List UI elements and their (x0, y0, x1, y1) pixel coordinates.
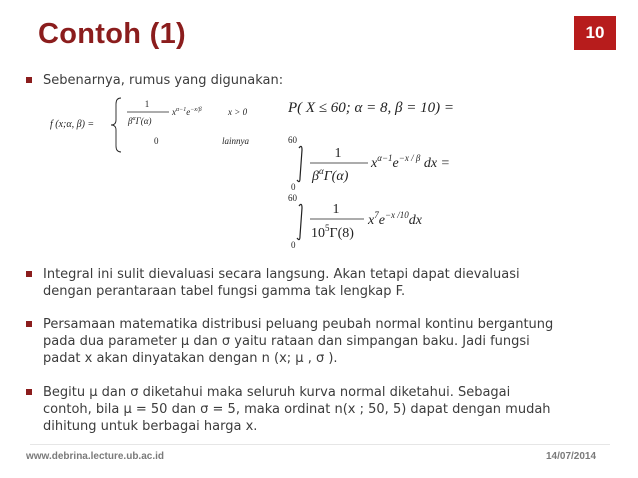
pdf-condition-2: lainnya (222, 136, 249, 146)
slide-number-badge: 10 (574, 16, 616, 50)
bullet-square-icon (26, 321, 32, 327)
integral-1-integrand: $x^{\alpha-1}e^{-x / \beta}$ dx = (371, 153, 450, 171)
footer-divider (30, 444, 610, 445)
integral-1-lower: 0 (291, 182, 296, 192)
bullet-line: Begitu μ dan σ diketahui maka seluruh kurva normal diketahui. Sebagai (43, 385, 511, 400)
probability-line-1: P( X ≤ 60; α = 8, β = 10) = (288, 100, 455, 116)
bullet-square-icon (26, 389, 32, 395)
bullet-square-icon (26, 271, 32, 277)
pdf-value-2: 0 (154, 136, 159, 146)
bullet-line: dihitung untuk berbagai harga x. (43, 419, 258, 434)
bullet-square-icon (26, 77, 32, 83)
bullet-item-2 (26, 266, 520, 300)
integral-1-denominator: $\beta^\alpha\Gamma(\alpha)$ (312, 166, 349, 184)
bullet-line: pada dua parameter μ dan σ yaitu rataan dan simpangan baku. Jadi fungsi (43, 334, 530, 349)
bullet-line: padat x akan dinyatakan dengan n (x; μ , σ ). (43, 351, 338, 366)
pdf-condition-1: x > 0 (228, 107, 248, 117)
bullet-item-4 (26, 384, 551, 435)
integral-2-numerator: 1 (332, 202, 340, 217)
bullet-line: Integral ini sulit dievaluasi secara langsung. Akan tetapi dapat dievaluasi (43, 267, 520, 282)
integral-1-numerator: 1 (334, 146, 342, 161)
integral-2-sign (297, 204, 302, 239)
bullet-item-3 (26, 316, 553, 367)
pdf-term: $x^{\alpha-1}e^{-x/\beta}$ (172, 107, 202, 117)
integral-1-upper: 60 (288, 135, 297, 145)
footer-date: 14/07/2014 (546, 451, 597, 462)
integral-1-sign (297, 146, 302, 181)
integral-2-integrand: $x^7e^{-x /10}dx$ (368, 210, 422, 228)
formula-lhs: f (x;α, β) = (50, 119, 95, 130)
bullet-line: contoh, bila μ = 50 dan σ = 5, maka ordinat n(x ; 50, 5) dapat dengan mudah (43, 402, 551, 417)
integral-2-lower: 0 (291, 240, 296, 250)
bullet-item-1 (26, 72, 283, 89)
bullet-text: Sebenarnya, rumus yang digunakan: (43, 73, 284, 88)
probability-formula (288, 92, 518, 252)
footer-website-link[interactable]: www.debrina.lecture.ub.ac.id (26, 451, 164, 462)
bullet-line: dengan perantaraan tabel fungsi gamma tak lengkap F. (43, 284, 406, 299)
brace-mark (111, 98, 121, 152)
integral-2-denominator: $10^5\Gamma(8)$ (311, 223, 354, 241)
bullet-line: Persamaan matematika distribusi peluang peubah normal kontinu bergantung (43, 317, 554, 332)
pdf-denominator: $\beta^\alpha\Gamma(\alpha)$ (128, 116, 152, 126)
gamma-pdf-formula (50, 94, 280, 156)
slide-title: Contoh (1) (38, 18, 186, 50)
integral-2-upper: 60 (288, 193, 297, 203)
pdf-numerator: 1 (144, 99, 150, 109)
